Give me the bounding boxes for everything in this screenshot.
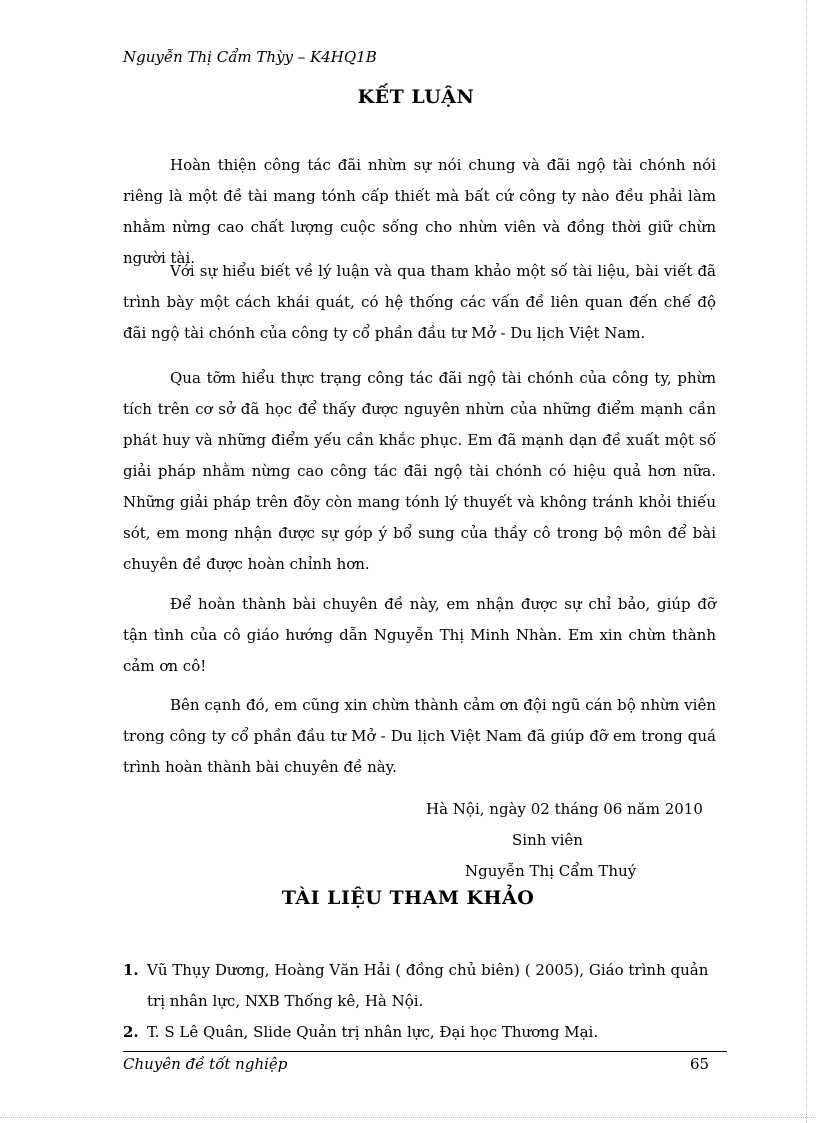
reference-item xyxy=(123,955,716,1017)
page-edge-bottom xyxy=(0,1117,816,1118)
reference-number: 2. xyxy=(123,1023,139,1041)
conclusion-title: KẾT LUẬN xyxy=(357,86,475,108)
conclusion-paragraph-3: Qua tỡm hiểu thực trạng công tác đãi ngộ tài chónh của công ty, phừn tích trên cơ sở đã học để thấy được nguyên nhừn của những điểm mạnh cần phát huy và những điểm yếu cần khắc phục. Em đã mạnh dạn đề xuất một số giải pháp nhằm nừng cao công tác đãi ngộ tài chónh có hiệu quả hơn nữa. Những giải pháp trên đõy còn mang tónh lý thuyết và không tránh khỏi thiếu sót, em mong nhận được sự góp ý bổ sung của thầy cô trong bộ môn để bài chuyên đề được hoàn chỉnh hơn. xyxy=(123,369,716,573)
reference-number: 1. xyxy=(123,961,139,979)
conclusion-paragraph-5: Bên cạnh đó, em cũng xin chừn thành cảm ơn đội ngũ cán bộ nhừn viên trong công ty cổ phần đầu tư Mở - Du lịch Việt Nam đã giúp đỡ em trong quá trình hoàn thành bài chuyên đề này. xyxy=(123,696,716,776)
footer-label: Chuyên đề tốt nghiệp xyxy=(123,1055,288,1073)
signature-block xyxy=(420,794,710,887)
references-list xyxy=(123,955,716,1048)
signature-name: Nguyễn Thị Cẩm Thuý xyxy=(465,862,637,880)
conclusion-paragraph-1: Hoàn thiện công tác đãi nhừn sự nói chung và đãi ngộ tài chónh nói riêng là một đề tài mang tónh cấp thiết mà bất cứ công ty nào đều phải làm nhằm nừng cao chất lượng cuộc sống cho nhừn viên và đồng thời giữ chừn người tài. xyxy=(123,156,716,267)
conclusion-paragraph-4: Để hoàn thành bài chuyên đề này, em nhận được sự chỉ bảo, giúp đỡ tận tình của cô giáo hướng dẫn Nguyễn Thị Minh Nhàn. Em xin chừn thành cảm ơn cô! xyxy=(123,595,716,675)
signature-role: Sinh viên xyxy=(512,831,583,849)
footer-divider xyxy=(123,1051,727,1052)
reference-text: T. S Lê Quân, Slide Quản trị nhân lực, Đại học Thương Mại. xyxy=(147,1023,599,1041)
reference-item xyxy=(123,1017,716,1048)
reference-text: Vũ Thụy Dương, Hoàng Văn Hải ( đồng chủ biên) ( 2005), Giáo trình quản trị nhân lực, NXB Thống kê, Hà Nội. xyxy=(147,961,709,1010)
references-title: TÀI LIỆU THAM KHẢO xyxy=(281,887,535,909)
header-author: Nguyễn Thị Cẩm Thỳy – K4HQ1B xyxy=(123,48,377,66)
signature-date: Hà Nội, ngày 02 tháng 06 năm 2010 xyxy=(426,800,703,818)
page-edge-right xyxy=(806,0,807,1123)
footer-page-number: 65 xyxy=(690,1055,710,1073)
conclusion-paragraph-2: Với sự hiểu biết về lý luận và qua tham khảo một số tài liệu, bài viết đã trình bày một cách khái quát, có hệ thống các vấn đề liên quan đến chế độ đãi ngộ tài chónh của công ty cổ phần đầu tư Mở - Du lịch Việt Nam. xyxy=(123,262,716,342)
